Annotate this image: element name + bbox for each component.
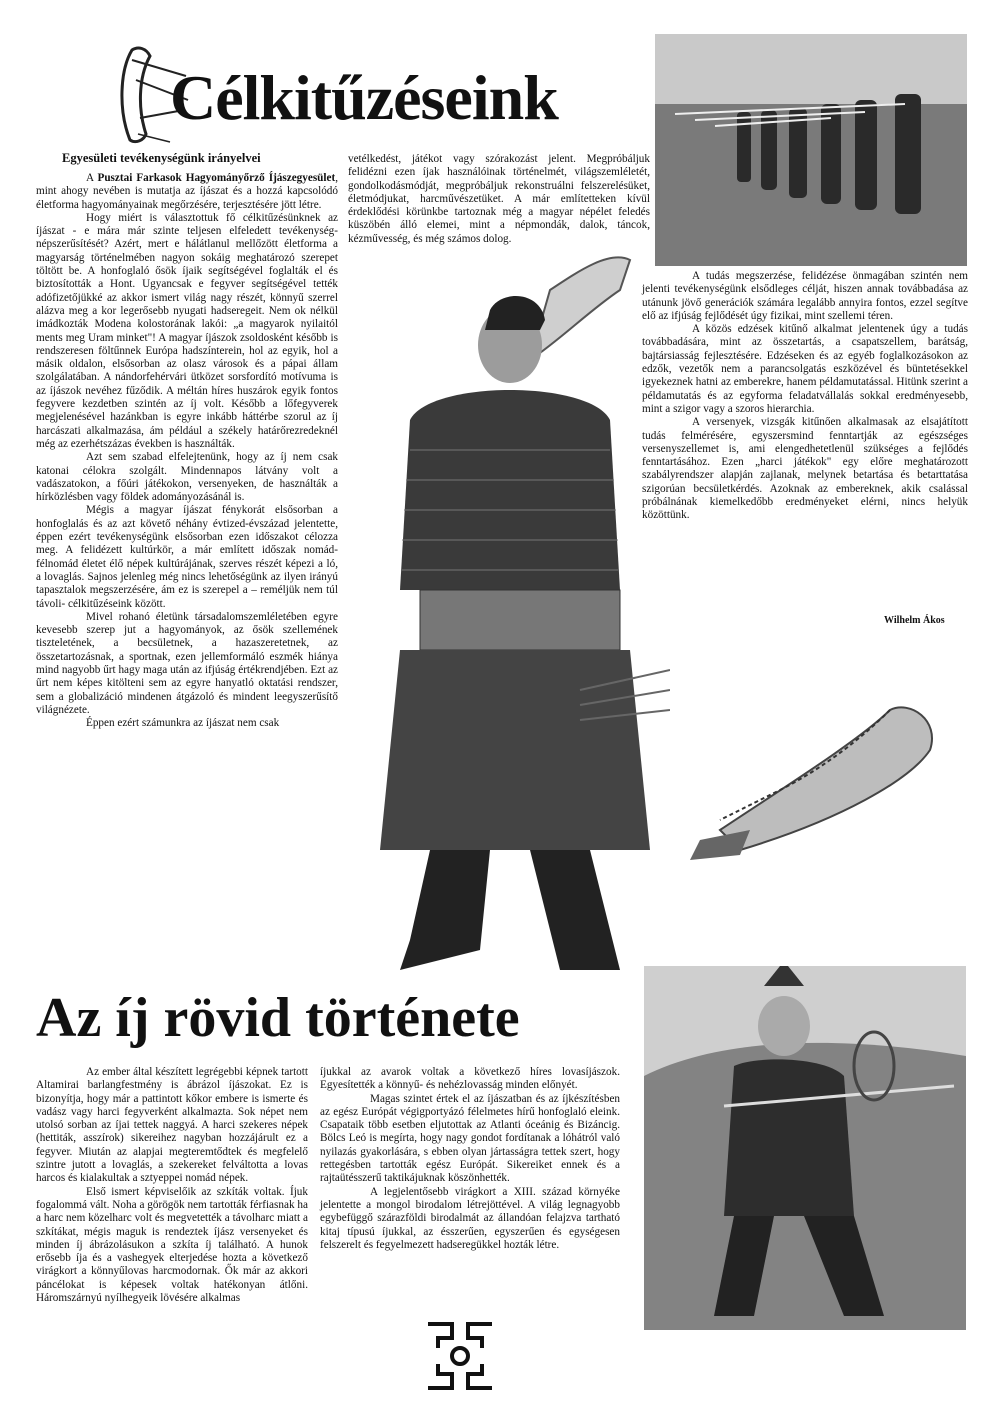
horn-blower-photo [340,250,670,990]
article2-column-1 [36,1066,308,1305]
paragraph: Mivel rohanó életünk társadalomszemléletében egyre kevesebb szerep jut a hagyományok, az ősök szellemének tiszteletének, a becsületnek, a hazaszeretetnek, az összetartozásnak, a sportnak, ezen jellemformáló eszmék hiánya mind nagyobb űrt hagy maga után az ifjúság értékrendjében. Ezt az űrt nem képes kitölteni sem az egyre hanyatló oktatási rendszer, sem a globalizáció mindenen átgázoló és mindent leegyszerűsítő világnézete. [36,610,338,716]
paragraph: íjukkal az avarok voltak a következő híres lovasíjászok. Egyesítették a könnyű- és nehézlovasság minden előnyét. [320,1066,620,1092]
archers-photo [655,34,967,266]
paragraph: A közös edzések kitűnő alkalmat jelentenek úgy a tudás továbbadására, mint az összetartás, a csapatszellem, barátság, bajtársiasság fejlesztésére. Edzéseken és az egyéb foglalkozásokon az edzők, vezetők nem a parancsolgatás eszközével és büntetésekkel igyekeznek hatni az emberekre, hanem példamutatással. Hitünk szerint a példamutatás és az egyforma feladatvállalás sokkal eredményesebb, mint a szigor vagy a szoros hierarchia. [642,323,968,415]
ornament-logo-icon [422,1318,498,1394]
paragraph: Azt sem szabad elfelejtenünk, hogy az íj nem csak katonai célokra szolgált. Mindennapos látvány volt a vadászatokon, a főúri játékokon, versenyeken, de használták a hírközlésben vagy földek adományozásánál is. [36,451,338,504]
paragraph: A tudás megszerzése, felidézése önmagában szintén nem jelenti tevékenységünk elsődleges célját, hiszen annak továbbadása az utánunk jövő generációk számára legalább annyira fontos, ezzel segítve elő az ifjúság fejlődését úgy fizikai, mint szellemi téren. [642,270,968,322]
paragraph: vetélkedést, játékot vagy szórakozást jelent. Megpróbáljuk felidézni ezen íjak használóinak történelmét, világszemléletét, gondolkodásmódját, megpróbáljuk rekonstruálni felszerelésüket, életmódjukat, harcművészetüket. A már említetteken kívül érdeklődési körünkbe tartoznak még a magyar népélet feledés küszöbén álló elemei, mint a népmondák, dalok, táncok, kézművesség, és még számos dolog. [348,153,650,245]
article-subtitle: Egyesületi tevékenységünk irányelvei [62,151,261,165]
article2-title: Az íj rövid története [36,987,520,1049]
article1-column-3 [642,270,968,523]
article-title: Célkitűzéseink [170,62,558,133]
paragraph: Magas szintet értek el az íjászatban és az íjkészítésben az egész Európát végigportyázó félelmetes hírű honfoglaló eleink. Csapataik több esetben eljutottak az Atlanti óceánig és Bizáncig. Bölcs Leó is megírta, hogy nagy gondot fordítanak a lóhátról való nyilazás gyakorlására, s ebben olyan jártasságra tettek szert, hogy rettegésben tartották egész Európát. Sikereiket ennek és a rajtaütésszerű taktikájuknak köszönhették. [320,1092,620,1185]
article1-column-1 [36,172,338,730]
drinking-horn-image [660,680,970,880]
paragraph: Mégis a magyar íjászat fénykorát elsősorban a honfoglalás és az azt követő néhány évtized-évszázad jelentette, éppen ezért tevékenységünk elsősorban ezen időszakot célozza meg. A felidézett kultúrkör, a már említett időszak nomád-félnomád életet élő népek kultúrájának, szerves részét képezi a ló, a lovaglás. Sajnos jelenleg még nincs lehetőségünk az ilyen irányú tapasztalok megszerzésére, ám ez is szerepel a – reméljük nem túl távoli- célkitűzéseink között. [36,504,338,610]
paragraph: Hogy miért is választottuk fő célkitűzésünknek az íjászat - e mára már szinte teljesen elfeledett tevékenység- népszerűsítését? Azért, mert e hálátlanul mellőzött életforma a magyarság történelmében nagyon sokáig meghatározó szerepet töltött be. A honfoglaló ősök íjaik segítségével foglalták el és biztosították a Hont. Ugyancsak e fegyver segítségével tették adófizetőjükké az akkor ismert világ nagy részét, könnyű szerrel alázva meg a kor legerősebb nyugati hadseregeit. Nem ok nélkül imádkozták Modena kolostorának lakói: „a magyarok nyilaitól ments meg Uram minket"! A magyar íjászok zsoldosként később is rendszeresen föltűnnek Európa hadszínterein, hol az egyik, hol a másik oldalon, elsősorban az olasz városok és a pápai állam szolgálatában. A nándorfehérvári ütközet sorsfordító motívuma is az íjászok nevéhez fűződik. A méltán híres huszárok egyik fontos fegyvere kezdetben szintén az íj volt. Később a lőfegyverek megjelenésével hazánkban is egyre inkább háttérbe szorul az íj harcászati alkalmazása, ám például a székely határőrezredeknél még az ezerhétszázas években is használták. [36,211,338,450]
paragraph: Éppen ezért számunkra az íjászat nem csak [86,717,280,730]
paragraph: Első ismert képviselőik az szkíták voltak. Íjuk fogalommá vált. Noha a görögök nem tartották férfiasnak ha a harc nem közelharc volt és megvetették a távolharc miatt a szkítákat, mégis maguk is rendeztek íjász versenyeket és minden íj ábrázolásukon a szkíta íj található. A hunok erősebb íja és a vashegyek elterjedése hozta a következő virágkort a könnyűlovas harcmodornak. Ők már az akkori páncélokat is képesek voltak hatékonyan átlőni. Háromszárnyú nyílhegyeik lövésére alkalmas [36,1185,308,1305]
organization-name: Pusztai Farkasok Hagyományőrző Íjászegyesület [97,172,336,184]
archer-warrior-photo [644,966,966,1330]
paragraph: A legjelentősebb virágkort a XIII. század környéke jelentette a mongol birodalom létrejöttével. A világ legnagyobb egybefüggő szárazföldi birodalmát az állandóan felajzva tartható kitaj típusú íjukkal, az ésszerűen, egyszerűen és egységesen felszerelt és fegyelmezett hadseregükkel hozták létre. [320,1185,620,1251]
article1-column-2 [348,153,650,246]
paragraph-text: A [86,172,98,184]
author-signature: Wilhelm Ákos [884,615,945,626]
paragraph [36,172,338,212]
paragraph: Az ember által készített legrégebbi képnek tartott Altamirai barlangfestmény is ábrázol íjászokat. Ez is bizonyítja, hogy már a pattintott kőkor embere is ismerte és vadász vagy harci fegyverként alkalmazta. Sok népet nem utolsó sorban az íjai tettek naggyá. A harci szekeres népek (hettiták, asszírok) sikereihez nagyban hozzájárult ez a fegyver. Miután az alapjai megteremtődtek és megfelelő szintre jutott a lovaglás, a szekereket felváltotta a lovas harcos és kialakultak a sztyeppei nomád népek. [36,1066,308,1185]
article2-column-2 [320,1066,620,1252]
paragraph-text: , mint ahogy nevében is mutatja az íjászat és a hozzá kapcsolódó életforma hagyományainak megőrzésére, terjesztésére jött létre. [36,172,338,211]
paragraph: A versenyek, vizsgák kitűnően alkalmasak az elsajátított tudás felmérésére, egyszersmind fenntartják az egészséges versenyszellemet is, ami elengedhetetlenül szükséges a fejlődés fenntartásához. Ezen „harci játékok" egy előre meghatározott szabályrendszer alapján zajlanak, melynek betartása és betarttatása szigorúan becsületkérdés. Azoknak az embereknek, akik csalással próbálnának kiemelkedőbb eredményeket elérni, nincs helyük közöttünk. [642,416,968,522]
